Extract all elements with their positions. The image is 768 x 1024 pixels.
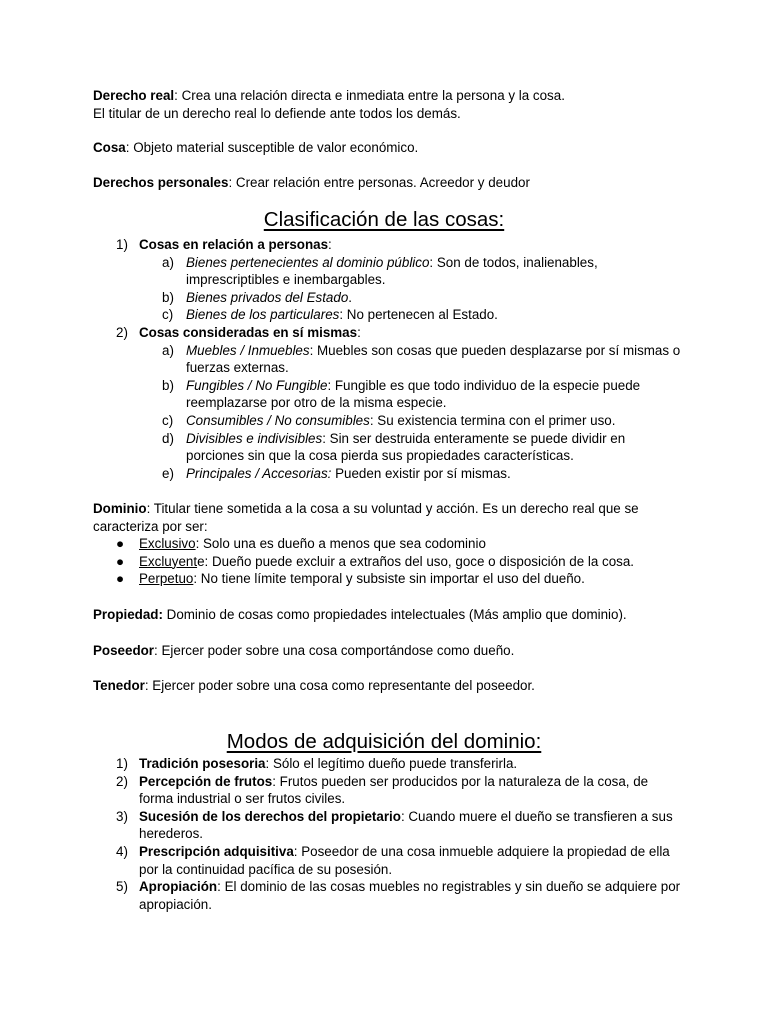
bullet: ●: [116, 553, 125, 569]
def-cosa: [93, 139, 683, 157]
bullet-text: : Dueño puede excluir a extraños del uso, goce o disposición de la cosa.: [204, 553, 635, 569]
definition: : Titular tiene sometida a la cosa a su voluntad y acción. Es un derecho real que se caracteriza por ser:: [93, 501, 639, 534]
item-text: : Son de todos, inalienables, imprescriptibles e inembargables.: [186, 254, 598, 288]
item-text: : Muebles son cosas que pueden desplazarse por sí mismas o fuerzas externas.: [186, 342, 681, 376]
term: Propiedad:: [93, 607, 163, 622]
item-number: 3): [116, 808, 128, 824]
sublist-item: [93, 430, 683, 465]
term: Derechos personales: [93, 175, 229, 190]
item-number: 1): [116, 237, 128, 252]
sublist-item: [93, 412, 683, 430]
item-term: Prescripción adquisitiva: [139, 843, 294, 859]
list-item: [93, 755, 683, 773]
item-term: Cosas en relación a personas: [139, 237, 329, 252]
item-term: Tradición posesoria: [139, 756, 266, 771]
item-text: : Frutos pueden ser producidos por la naturaleza de la cosa, de forma industrial o ser frutos civiles.: [139, 773, 649, 807]
item-number: 2): [116, 324, 128, 340]
term: Dominio: [93, 501, 147, 516]
definition: : Ejercer poder sobre una cosa como representante del poseedor.: [144, 678, 535, 693]
sublist-item: [93, 254, 683, 289]
bullet-text: : Solo una es dueño a menos que sea codominio: [195, 536, 486, 551]
definition-line-2: El titular de un derecho real lo defiende ante todos los demás.: [93, 105, 461, 121]
modos-list: [93, 755, 683, 913]
term: Derecho real: [93, 88, 175, 103]
def-tenedor: [93, 677, 683, 695]
sublist: [93, 254, 683, 324]
item-term: Consumibles / No consumibles: [186, 412, 370, 428]
dominio-bullets: [93, 535, 683, 588]
heading-clasificacion: Clasificación de las cosas:: [263, 208, 505, 231]
item-text: : Su existencia termina con el primer uso.: [369, 412, 616, 428]
term: Cosa: [93, 140, 126, 155]
clasificacion-list: [93, 236, 683, 482]
item-letter: b): [162, 289, 174, 305]
term: Poseedor: [93, 643, 155, 658]
definition: : Crear relación entre personas. Acreedor y deudor: [228, 175, 530, 190]
item-number: 5): [116, 879, 128, 895]
bullet-item: [93, 553, 683, 571]
item-letter: b): [162, 377, 174, 393]
sublist: [93, 342, 683, 483]
item-term: Sucesión de los derechos del propietario: [139, 808, 401, 824]
bullet-term: Excluyent: [139, 553, 198, 569]
sublist-item: [93, 289, 683, 307]
sublist-item: [93, 342, 683, 377]
item-term: Percepción de frutos: [139, 773, 273, 789]
item-letter: c): [162, 412, 174, 428]
item-term: Muebles / Inmuebles: [186, 342, 310, 358]
def-derechos-personales: [93, 174, 683, 192]
list-item: [93, 843, 683, 878]
item-term: Divisibles e indivisibles: [186, 430, 323, 446]
bullet: ●: [116, 571, 125, 587]
bullet-item: [93, 570, 683, 588]
def-propiedad: [93, 606, 683, 624]
item-term: Principales / Accesorias:: [186, 465, 332, 481]
item-text: : No pertenecen al Estado.: [339, 307, 498, 323]
item-letter: c): [162, 307, 174, 323]
list-item: [93, 878, 683, 913]
definition: : Ejercer poder sobre una cosa comportándose como dueño.: [154, 643, 515, 658]
item-text: : Fungible es que todo individuo de la especie puede reemplazarse por otro de la misma especie.: [186, 377, 641, 411]
bullet-text: : No tiene límite temporal y subsiste sin importar el uso del dueño.: [193, 571, 585, 587]
item-text: : Poseedor de una cosa inmueble adquiere la propiedad de ella por la continuidad pacífica de su posesión.: [139, 843, 670, 877]
sublist-item: [93, 377, 683, 412]
list-item: [93, 324, 683, 482]
item-text: : Sin ser destruida enteramente se puede dividir en porciones sin que la cosa pierda sus propiedades características.: [186, 430, 626, 464]
item-term: Apropiación: [139, 879, 218, 895]
bullet: ●: [116, 536, 125, 551]
def-derecho-real: [93, 87, 683, 122]
sublist-item: [93, 306, 683, 324]
list-item: [93, 236, 683, 324]
item-text: : El dominio de las cosas muebles no registrables y sin dueño se adquiere por apropiación.: [139, 879, 681, 912]
item-number: 2): [116, 773, 128, 789]
item-text: : Sólo el legítimo dueño puede transferirla.: [265, 756, 518, 771]
sublist-item: [93, 465, 683, 483]
item-text: :: [357, 324, 361, 340]
bullet-term-tail: e: [197, 553, 205, 569]
term: Tenedor: [93, 678, 145, 693]
item-letter: d): [162, 430, 174, 446]
item-text: .: [348, 289, 353, 305]
bullet-item: [93, 535, 683, 553]
item-term: Fungibles / No Fungible: [186, 377, 328, 393]
item-text: Pueden existir por sí mismas.: [331, 465, 511, 481]
item-text: : Cuando muere el dueño se transfieren a sus herederos.: [139, 808, 673, 842]
definition: Dominio de cosas como propiedades intelectuales (Más amplio que dominio).: [162, 607, 627, 622]
item-letter: a): [162, 342, 174, 358]
heading-modos: Modos de adquisición del dominio:: [226, 730, 542, 753]
item-term: Bienes de los particulares: [186, 307, 340, 323]
bullet-term: Exclusivo: [139, 536, 196, 551]
item-term: Bienes privados del Estado: [186, 289, 349, 305]
item-number: 4): [116, 843, 128, 859]
def-dominio: [93, 500, 683, 535]
item-letter: a): [162, 254, 174, 270]
item-term: Cosas consideradas en sí mismas: [139, 324, 358, 340]
item-term: Bienes pertenecientes al dominio público: [186, 254, 430, 270]
item-letter: e): [162, 465, 174, 481]
list-item: [93, 773, 683, 808]
list-item: [93, 808, 683, 843]
definition: : Objeto material susceptible de valor económico.: [125, 140, 419, 155]
bullet-term: Perpetuo: [139, 571, 194, 587]
item-text: :: [328, 237, 332, 252]
item-number: 1): [116, 756, 128, 771]
def-poseedor: [93, 642, 683, 660]
definition: : Crea una relación directa e inmediata entre la persona y la cosa.: [174, 88, 565, 103]
